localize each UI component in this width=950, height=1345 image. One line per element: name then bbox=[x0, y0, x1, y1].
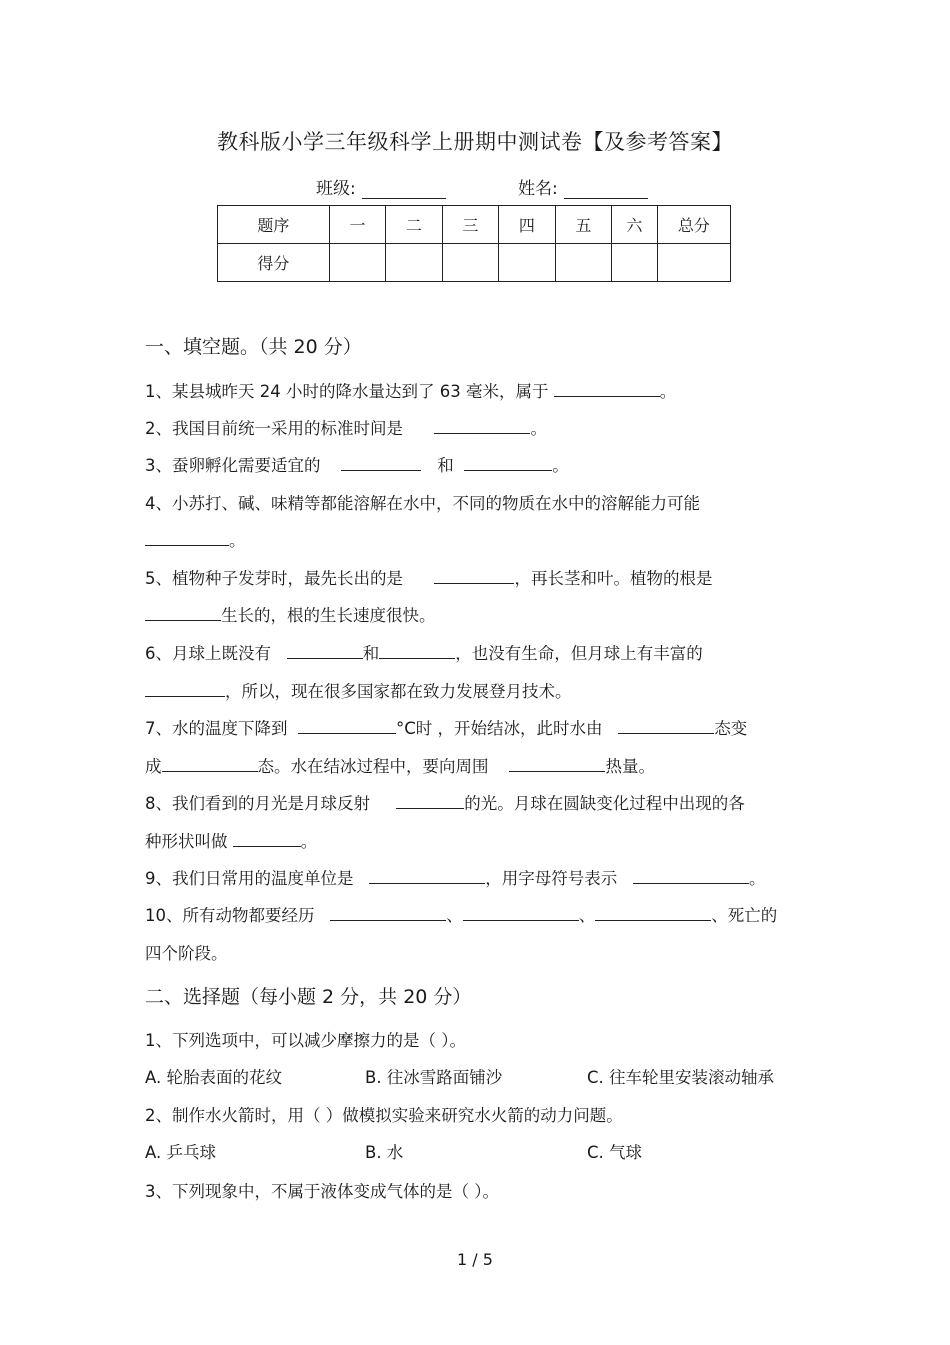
q-text: 9、我们日常用的温度单位是 bbox=[145, 869, 354, 888]
answer-blank[interactable] bbox=[379, 644, 455, 659]
answer-blank[interactable] bbox=[162, 757, 258, 772]
q-text: 。 bbox=[530, 419, 547, 438]
section1-heading: 一、填空题。（共 20 分） bbox=[145, 336, 362, 358]
q-text: 7、水的温度下降到 bbox=[145, 719, 288, 738]
question-1-7-cont bbox=[145, 753, 805, 777]
q-text: 6、月球上既没有 bbox=[145, 644, 271, 663]
answer-blank[interactable] bbox=[618, 719, 714, 734]
section2-heading: 二、选择题（每小题 2 分，共 20 分） bbox=[145, 986, 472, 1008]
q-text: 四个阶段。 bbox=[145, 944, 228, 963]
question-1-3 bbox=[145, 452, 805, 476]
q-text: 成 bbox=[145, 757, 162, 776]
answer-blank[interactable] bbox=[287, 644, 363, 659]
name-label: 姓名: bbox=[518, 179, 558, 199]
name-field bbox=[518, 174, 648, 199]
q-text: 10、所有动物都要经历 bbox=[145, 906, 315, 925]
option-b[interactable]: B. 水 bbox=[365, 1143, 404, 1162]
answer-blank[interactable] bbox=[233, 832, 301, 847]
q-text: 生长的，根的生长速度很快。 bbox=[221, 606, 436, 625]
q-text: 、 bbox=[578, 906, 596, 925]
q-text: 热量。 bbox=[605, 757, 655, 776]
name-blank bbox=[564, 181, 648, 199]
header-cell: 五 bbox=[555, 206, 611, 244]
q-text: 4、小苏打、碱、味精等都能溶解在水中，不同的物质在水中的溶解能力可能 bbox=[145, 494, 700, 513]
header-cell: 六 bbox=[612, 206, 658, 244]
q-text: 态变 bbox=[714, 719, 748, 738]
answer-blank[interactable] bbox=[595, 906, 711, 921]
question-1-2 bbox=[145, 415, 805, 439]
q-text: 。 bbox=[229, 531, 246, 550]
question-1-10-cont bbox=[145, 940, 805, 964]
question-1-6-cont bbox=[145, 678, 805, 702]
answer-blank[interactable] bbox=[633, 869, 749, 884]
row-label: 得分 bbox=[218, 244, 330, 282]
q-text: 种形状叫做 bbox=[145, 832, 228, 851]
option-a[interactable]: A. 轮胎表面的花纹 bbox=[145, 1068, 282, 1087]
answer-blank[interactable] bbox=[509, 757, 605, 772]
answer-blank[interactable] bbox=[463, 906, 579, 921]
answer-blank[interactable] bbox=[145, 682, 225, 697]
score-cell[interactable] bbox=[612, 244, 658, 282]
q-text: ，所以，现在很多国家都在致力发展登月技术。 bbox=[225, 682, 572, 701]
question-1-5 bbox=[145, 565, 805, 589]
header-cell: 一 bbox=[329, 206, 385, 244]
question-1-9 bbox=[145, 865, 805, 889]
q-text: 。 bbox=[300, 832, 318, 851]
q-text: 、死亡的 bbox=[711, 906, 778, 925]
header-cell: 四 bbox=[499, 206, 555, 244]
score-table-score-row bbox=[218, 244, 731, 282]
question-1-4 bbox=[145, 490, 805, 514]
q-text: 8、我们看到的月光是月球反射 bbox=[145, 794, 370, 813]
q-text: 的光。月球在圆缺变化过程中出现的各 bbox=[464, 794, 745, 813]
header-cell: 题序 bbox=[218, 206, 330, 244]
option-c[interactable]: C. 往车轮里安装滚动轴承 bbox=[587, 1068, 775, 1087]
q-text: ，也没有生命，但月球上有丰富的 bbox=[455, 644, 703, 663]
class-field bbox=[316, 174, 446, 199]
q-text: 。 bbox=[749, 869, 766, 888]
question-1-8 bbox=[145, 790, 805, 814]
class-blank bbox=[362, 181, 446, 199]
answer-blank[interactable] bbox=[434, 419, 530, 434]
score-table bbox=[217, 205, 731, 282]
question-1-6 bbox=[145, 640, 805, 664]
q-text: ，再长茎和叶。植物的根是 bbox=[514, 569, 713, 588]
q-text: 、 bbox=[446, 906, 463, 925]
page-number: 1 / 5 bbox=[457, 1250, 493, 1269]
page-title: 教科版小学三年级科学上册期中测试卷【及参考答案】 bbox=[217, 130, 733, 154]
q-text: 。 bbox=[552, 456, 569, 475]
option-a[interactable]: A. 乒乓球 bbox=[145, 1143, 216, 1162]
option-b[interactable]: B. 往冰雪路面铺沙 bbox=[365, 1068, 503, 1087]
q-text: 态。水在结冰过程中，要向周围 bbox=[257, 757, 489, 776]
answer-blank[interactable] bbox=[464, 456, 552, 471]
score-cell[interactable] bbox=[499, 244, 555, 282]
q-text: 5、植物种子发芽时，最先长出的是 bbox=[145, 569, 403, 588]
q-text: 和 bbox=[437, 456, 454, 475]
answer-blank[interactable] bbox=[434, 569, 514, 584]
question-1-10 bbox=[145, 902, 805, 926]
q-text: 2、我国目前统一采用的标准时间是 bbox=[145, 419, 403, 438]
score-cell[interactable] bbox=[442, 244, 498, 282]
answer-blank[interactable] bbox=[554, 382, 660, 397]
question-1-5-cont bbox=[145, 602, 805, 626]
answer-blank[interactable] bbox=[298, 719, 396, 734]
score-cell[interactable] bbox=[657, 244, 730, 282]
answer-blank[interactable] bbox=[330, 906, 446, 921]
question-2-1: 1、下列选项中，可以减少摩擦力的是（ ）。 bbox=[145, 1031, 466, 1050]
score-cell[interactable] bbox=[386, 244, 442, 282]
question-1-7 bbox=[145, 715, 805, 739]
answer-blank[interactable] bbox=[369, 869, 485, 884]
answer-blank[interactable] bbox=[145, 531, 229, 546]
question-1-8-cont bbox=[145, 828, 805, 852]
q-text: 。 bbox=[659, 382, 677, 401]
q-text: 和 bbox=[362, 644, 380, 663]
answer-blank[interactable] bbox=[396, 794, 464, 809]
q-text: 1、某县城昨天 24 小时的降水量达到了 63 毫米，属于 bbox=[145, 382, 549, 401]
question-1-1 bbox=[145, 378, 805, 402]
class-label: 班级: bbox=[316, 179, 356, 199]
answer-blank[interactable] bbox=[341, 456, 421, 471]
header-cell: 总分 bbox=[657, 206, 730, 244]
q-text: 3、蚕卵孵化需要适宜的 bbox=[145, 456, 321, 475]
question-2-2: 2、制作水火箭时，用（ ）做模拟实验来研究水火箭的动力问题。 bbox=[145, 1106, 623, 1125]
score-cell[interactable] bbox=[329, 244, 385, 282]
q-text: °C时 ，开始结冰，此时水由 bbox=[396, 719, 603, 738]
question-2-3: 3、下列现象中，不属于液体变成气体的是（ ）。 bbox=[145, 1182, 499, 1201]
option-c[interactable]: C. 气球 bbox=[587, 1143, 643, 1162]
header-cell: 三 bbox=[442, 206, 498, 244]
score-cell[interactable] bbox=[555, 244, 611, 282]
score-table-header-row bbox=[218, 206, 731, 244]
header-cell: 二 bbox=[386, 206, 442, 244]
answer-blank[interactable] bbox=[145, 606, 221, 621]
question-1-4-cont bbox=[145, 527, 805, 551]
q-text: ，用字母符号表示 bbox=[485, 869, 618, 888]
